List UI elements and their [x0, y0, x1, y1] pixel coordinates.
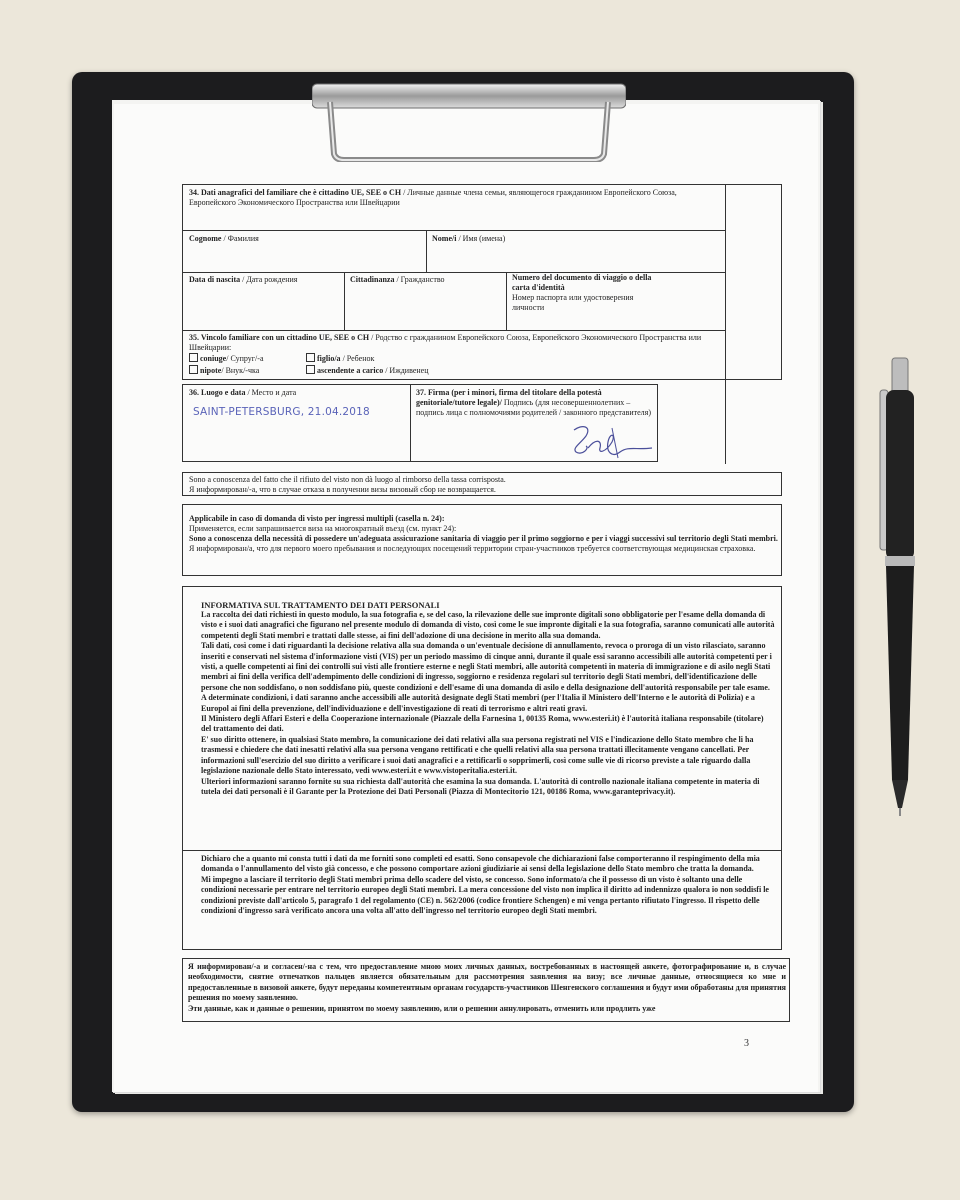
visa-form-page — [114, 104, 818, 1092]
cognome-label: Cognome / Фамилия — [189, 234, 259, 243]
data-nascita-label: Data di nascita / Дата рождения — [189, 275, 298, 284]
privacy-title: INFORMATIVA SUL TRATTAMENTO DEI DATI PERSONALI — [201, 600, 440, 610]
refund-notice-it: Sono a conoscenza del fatto che il rifiuto del visto non dà luogo al rimborso della tassa corrisposta. — [189, 475, 506, 484]
box-37-label: 37. Firma (per i minori, firma del titolare della potestà genitoriale/tutore legale)/ Подпись (для несовершеннолетних – подпись лица с полномочиями родителей / законного представителя) — [416, 388, 652, 417]
metal-clip — [312, 82, 626, 162]
page-number: 3 — [744, 1038, 749, 1049]
box-35-title: 35. Vincolo familiare con un cittadino UE, SEE o CH / Родство с гражданином Европейского Союза, Европейского Экономического Пространства или Швейцарии: — [189, 333, 702, 352]
box-36-label: 36. Luogo e data / Место и дата — [189, 388, 297, 397]
nome-label: Nome/i / Имя (имена) — [432, 234, 506, 243]
figlio-checkbox[interactable] — [306, 353, 315, 362]
nipote-checkbox[interactable] — [189, 365, 198, 374]
privacy-text: La raccolta dei dati richiesti in questo modulo, la sua fotografia e, se del caso, la rilevazione delle sue impronte digitali sono obbligatorie per l'esame della domanda di visto e i suoi dati anagrafici che figurano nel presente modulo di domanda di visto, così come le sue impronte digitali e la sua fotografia, saranno comunicati alle autorità competenti degli Stati membri e trattati dalle stesse, ai fini dell'adozione di una decisione in merito alla sua domanda. Tali dati, così come i dati riguardanti la decisione relativa alla sua domanda o un'eventuale decisione di annullamento, revoca o proroga di un visto rilasciato, saranno inseriti e conservati nel sistema d'informazione visti (VIS) per un periodo massimo di cinque anni, durante il quale essi saranno accessibili alle autorità competenti per i visti, a quelle competenti ai fini dei controlli sui visti alle frontiere esterne e negli Stati membri, alle autorità competenti in materia di immigrazione e di asilo negli Stati membri ai fini della verifica dell'adempimento delle condizioni di ingresso, soggiorno e residenza regolari sul territorio degli Stati membri, dell'identificazione delle persone che non soddisfano, o non soddisfano più, queste condizioni e dell'esame di una domanda di asilo e della designazione dell'autorità responsabile per tale esame. A determinate condizioni, i dati saranno anche accessibili alle autorità designate degli Stati membri (per l'Italia il Ministero dell'Interno e le autorità di Polizia) e a Europol ai fini della prevenzione, dell'individuazione e dell'investigazione di reati di terrorismo e altri reati gravi. Il Ministero degli Affari Esteri e della Cooperazione internazionale (Piazzale della Farnesina 1, 00135 Roma, www.esteri.it) è l'autorità italiana responsabile (titolare) del trattamento dei dati. E' suo diritto ottenere, in qualsiasi Stato membro, la comunicazione dei dati relativi alla sua persona registrati nel VIS e l'indicazione dello Stato membro che li ha trasmessi e chiedere che dati inesatti relativi alla sua persona vengano rettificati e che quelli relativi alla sua persona trattati illecitamente vengano cancellati. Per informazioni sull'esercizio del suo diritto a verificare i suoi dati anagrafici e a rettificarli o sopprimerli, così come sulle vie di ricorso previste a tale riguardo dalla legislazione nazionale dello Stato interessato, vedi www.esteri.it e www.vistoperitalia.esteri.it. Ulteriori informazioni saranno fornite su sua richiesta dall'autorità che esamina la sua domanda. L'autorità di controllo nazionale italiana competente in materia di tutela dei dati personali è il Garante per la Protezione dei Dati Personali (Piazza di Montecitorio 121, 00186 Roma, www.garanteprivacy.it). — [201, 610, 775, 796]
place-date-value[interactable]: SAINT-PETERSBURG, 21.04.2018 — [193, 406, 370, 418]
ballpoint-pen — [868, 350, 928, 820]
ascendente-checkbox[interactable] — [306, 365, 315, 374]
box-35-option-ascendente[interactable]: ascendente a carico / Иждивенец — [306, 365, 428, 376]
signature-mark — [566, 418, 658, 464]
declaration-text: Dichiaro che a quanto mi consta tutti i dati da me forniti sono completi ed esatti. Sono consapevole che dichiarazioni false comporteranno il respingimento della mia domanda o l'annullamento del visto già concesso, e che possono comportare azioni giudiziarie ai sensi della legislazione dello Stato membro che tratta la domanda. Mi impegno a lasciare il territorio degli Stati membri prima dello scadere del visto, se concesso. Sono informato/a che il possesso di un visto è soltanto una delle condizioni necessarie per entrare nel territorio europeo degli Stati membri. La mera concessione del visto non implica il diritto ad indennizzo qualora io non soddisfi le condizioni previste dall'articolo 5, paragrafo 1 del regolamento (CE) n. 562/2006 (codice frontiere Schengen) e mi venga pertanto rifiutato l'ingresso. Il rispetto delle condizioni d'ingresso sarà verificato ancora una volta all'atto dell'ingresso nel territorio europeo degli Stati membri. — [201, 854, 769, 916]
cittadinanza-label: Cittadinanza / Гражданство — [350, 275, 445, 284]
box-35-option-figlio[interactable]: figlio/a / Ребенок — [306, 353, 374, 364]
documento-label: Numero del documento di viaggio o della carta d'identità Номер паспорта или удостоверения личности — [512, 273, 652, 312]
refund-notice-ru: Я информирован/-а, что в случае отказа в получении визы визовый сбор не возвращается. — [189, 485, 496, 494]
box-35-option-nipote[interactable]: nipote/ Внук/-чка — [189, 365, 259, 376]
box-34-title: 34. Dati anagrafici del familiare che è cittadino UE, SEE o CH / Личные данные члена семьи, являющегося гражданином Европейского Союза, Европейского Экономического Пространства или Швейцарии — [189, 188, 677, 207]
russian-consent-text: Я информирован/-а и согласен/-на с тем, что предоставление мною моих личных данных, востребованных в настоящей анкете, фотографирование и, в случае необходимости, снятие отпечатков пальцев является обязательным для рассмотрения заявления на визу; все личные данные, относящиеся ко мне и предоставленные в визовой анкете, будут переданы компетентным органам государств-участников Шенгенского соглашения и будут ими обработаны для принятия решения по моему заявлению. Эти данные, как и данные о решении, принятом по моему заявлению, или о решении аннулировать, отменить или продлить уже — [188, 962, 786, 1013]
box-35-option-coniuge[interactable]: coniuge/ Супруг/-а — [189, 353, 264, 364]
multiple-entry-text: Applicabile in caso di domanda di visto per ingressi multipli (casella n. 24): Применяется, если запрашивается виза на многократный въезд (см. пункт 24): Sono a conoscenza della necessità di possedere un'adeguata assicurazione sanitaria di viaggio per il primo soggiorno e per i viaggi successivi sul territorio degli Stati membri. Я информирован/а, что для первого моего пребывания и последующих посещений территории стран-участников требуется соответствующая медицинская страховка. — [189, 514, 778, 553]
coniuge-checkbox[interactable] — [189, 353, 198, 362]
